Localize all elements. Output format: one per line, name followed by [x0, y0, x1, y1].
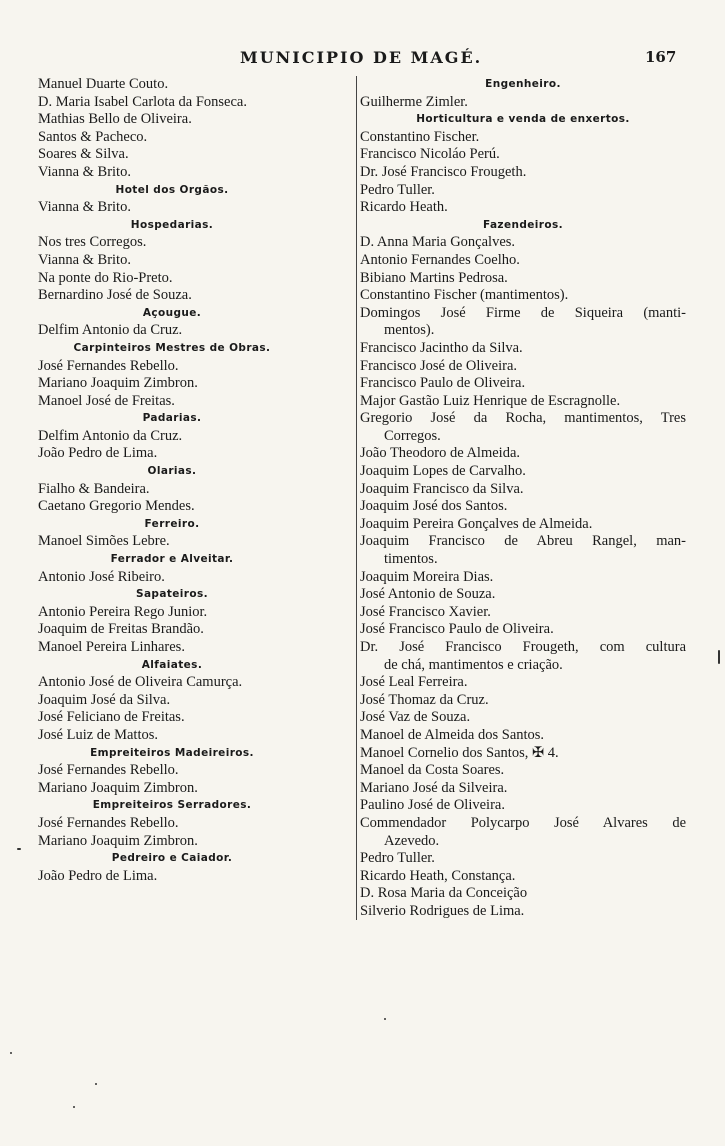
- section-heading: Engenheiro.: [485, 78, 561, 90]
- directory-entry: Dr. José Francisco Frougeth.: [360, 163, 527, 180]
- directory-entry: Constantino Fischer (mantimentos).: [360, 287, 569, 304]
- section-heading: Hotel dos Orgãos.: [115, 183, 229, 196]
- directory-entry: Joaquim Moreira Dias.: [360, 568, 494, 585]
- entry-continuation: mentos).: [384, 322, 435, 339]
- directory-entry: José Fernandes Rebello.: [38, 814, 179, 831]
- directory-entry: Mariano José da Silveira.: [360, 779, 508, 796]
- directory-entry: Mariano Joaquim Zimbron.: [38, 832, 198, 849]
- section-heading: Alfaiates.: [141, 658, 203, 671]
- directory-entry: Joaquim Pereira Gonçalves de Almeida.: [360, 515, 593, 532]
- column-divider: [356, 76, 357, 920]
- directory-entry: José Francisco Paulo de Oliveira.: [360, 621, 554, 638]
- section-heading: Ferreiro.: [144, 517, 200, 530]
- section-heading: Carpinteiros Mestres de Obras.: [73, 341, 271, 354]
- entry-continuation: Corregos.: [384, 427, 441, 444]
- section-heading: Fazendeiros.: [482, 218, 564, 231]
- directory-entry: Constantino Fischer.: [360, 128, 480, 145]
- directory-entry: João Theodoro de Almeida.: [360, 445, 521, 462]
- directory-entry: Gregorio José da Rocha, mantimentos, Tres: [360, 410, 686, 427]
- directory-entry: Manoel da Costa Soares.: [360, 762, 505, 779]
- directory-entry: Major Gastão Luiz Henrique de Escragnolle.: [360, 392, 621, 409]
- directory-entry: Mathias Bello de Oliveira.: [38, 111, 192, 128]
- section-heading: Olarias.: [147, 465, 197, 478]
- directory-entry: José Antonio de Souza.: [360, 586, 496, 603]
- directory-entry: Bibiano Martins Pedrosa.: [360, 269, 508, 286]
- directory-entry: Francisco José de Oliveira.: [360, 357, 518, 374]
- directory-entry: Commendador Polycarpo José Alvares de: [360, 814, 686, 831]
- directory-entry: Vianna & Brito.: [38, 163, 131, 180]
- section-heading: Padarias.: [142, 412, 202, 425]
- directory-entry: Delfim Antonio da Cruz.: [38, 322, 183, 339]
- print-speck: [384, 1018, 386, 1020]
- directory-entry: Manoel de Almeida dos Santos.: [360, 726, 545, 743]
- entry-continuation: de chá, mantimentos e criação.: [384, 656, 563, 673]
- entry-continuation: timentos.: [384, 551, 438, 568]
- page-number: 167: [645, 48, 677, 66]
- section-heading: Açougue.: [142, 306, 202, 319]
- directory-entry: Antonio José Ribeiro.: [38, 568, 165, 585]
- directory-entry: Soares & Silva.: [38, 146, 129, 163]
- directory-entry: Antonio José de Oliveira Camurça.: [38, 674, 243, 691]
- directory-entry: Antonio Fernandes Coelho.: [360, 251, 520, 268]
- directory-entry: Vianna & Brito.: [38, 251, 131, 268]
- directory-entry: José Francisco Xavier.: [360, 603, 491, 620]
- directory-entry: Vianna & Brito.: [38, 199, 131, 216]
- directory-entry: Mariano Joaquim Zimbron.: [38, 375, 198, 392]
- directory-entry: Joaquim Francisco de Abreu Rangel, man-: [360, 533, 686, 550]
- directory-entry: D. Rosa Maria da Conceição: [360, 885, 528, 902]
- directory-entry: Antonio Pereira Rego Junior.: [38, 603, 208, 620]
- directory-entry: Na ponte do Rio-Preto.: [38, 269, 173, 286]
- directory-entry: Pedro Tuller.: [360, 850, 435, 867]
- page-title: MUNICIPIO DE MAGÉ.: [240, 48, 483, 67]
- directory-entry: Fialho & Bandeira.: [38, 480, 150, 497]
- entry-continuation: Azevedo.: [384, 832, 440, 849]
- directory-entry: José Feliciano de Freitas.: [38, 709, 185, 726]
- directory-entry: Manuel Duarte Couto.: [38, 76, 169, 92]
- directory-entry: José Fernandes Rebello.: [38, 357, 179, 374]
- directory-entry: Joaquim Francisco da Silva.: [360, 480, 524, 497]
- directory-entry: Ricardo Heath, Constança.: [360, 867, 516, 884]
- directory-entry: Francisco Jacintho da Silva.: [360, 339, 523, 356]
- print-speck: [73, 1106, 75, 1108]
- section-heading: Pedreiro e Caiador.: [111, 852, 233, 865]
- print-speck: [95, 1083, 97, 1085]
- print-speck: [17, 848, 21, 850]
- directory-entry: Silverio Rodrigues de Lima.: [360, 902, 525, 919]
- directory-entry: Bernardino José de Souza.: [38, 287, 192, 304]
- directory-entry: Pedro Tuller.: [360, 181, 435, 198]
- directory-entry: Nos tres Corregos.: [38, 234, 147, 251]
- running-head: [0, 48, 725, 70]
- directory-entry: José Leal Ferreira.: [360, 674, 468, 691]
- right-column: [360, 76, 686, 921]
- directory-entry: Francisco Paulo de Oliveira.: [360, 375, 526, 392]
- print-speck: [10, 1052, 12, 1054]
- directory-entry: Manoel Simões Lebre.: [38, 533, 170, 550]
- directory-entry: Joaquim Lopes de Carvalho.: [360, 463, 526, 480]
- section-heading: Hospedarias.: [130, 218, 214, 231]
- directory-entry: Joaquim de Freitas Brandão.: [38, 621, 204, 638]
- directory-entry: D. Maria Isabel Carlota da Fonseca.: [38, 93, 247, 110]
- directory-entry: Manoel José de Freitas.: [38, 392, 175, 409]
- directory-entry: José Luiz de Mattos.: [38, 726, 159, 743]
- directory-entry: Guilherme Zimler.: [360, 93, 468, 110]
- directory-entry: Paulino José de Oliveira.: [360, 797, 505, 814]
- section-heading: Ferrador e Alveitar.: [110, 553, 234, 566]
- section-heading: Empreiteiros Serradores.: [92, 799, 252, 812]
- directory-entry: Joaquim José dos Santos.: [360, 498, 508, 515]
- directory-entry: Ricardo Heath.: [360, 199, 448, 216]
- print-speck: [718, 650, 720, 664]
- directory-entry: Manoel Pereira Linhares.: [38, 639, 185, 655]
- directory-entry: Delfim Antonio da Cruz.: [38, 427, 183, 444]
- section-heading: Horticultura e venda de enxertos.: [416, 113, 630, 126]
- directory-entry: José Fernandes Rebello.: [38, 762, 179, 779]
- directory-entry: João Pedro de Lima.: [38, 867, 158, 884]
- directory-entry: Manoel Cornelio dos Santos, ✠ 4.: [360, 744, 559, 761]
- directory-entry: Domingos José Firme de Siqueira (manti-: [360, 304, 686, 321]
- directory-entry: Joaquim José da Silva.: [38, 691, 171, 708]
- section-heading: Empreiteiros Madeireiros.: [90, 746, 254, 759]
- directory-entry: D. Anna Maria Gonçalves.: [360, 234, 516, 251]
- directory-entry: Santos & Pacheco.: [38, 128, 148, 145]
- directory-entry: Caetano Gregorio Mendes.: [38, 498, 195, 515]
- directory-entry: Francisco Nicoláo Perú.: [360, 146, 500, 163]
- directory-entry: Dr. José Francisco Frougeth, com cultura: [360, 639, 686, 655]
- left-column: [38, 76, 306, 885]
- section-heading: Sapateiros.: [135, 588, 209, 601]
- directory-entry: João Pedro de Lima.: [38, 445, 158, 462]
- directory-entry: Mariano Joaquim Zimbron.: [38, 779, 198, 796]
- directory-entry: José Vaz de Souza.: [360, 709, 471, 726]
- directory-entry: José Thomaz da Cruz.: [360, 691, 489, 708]
